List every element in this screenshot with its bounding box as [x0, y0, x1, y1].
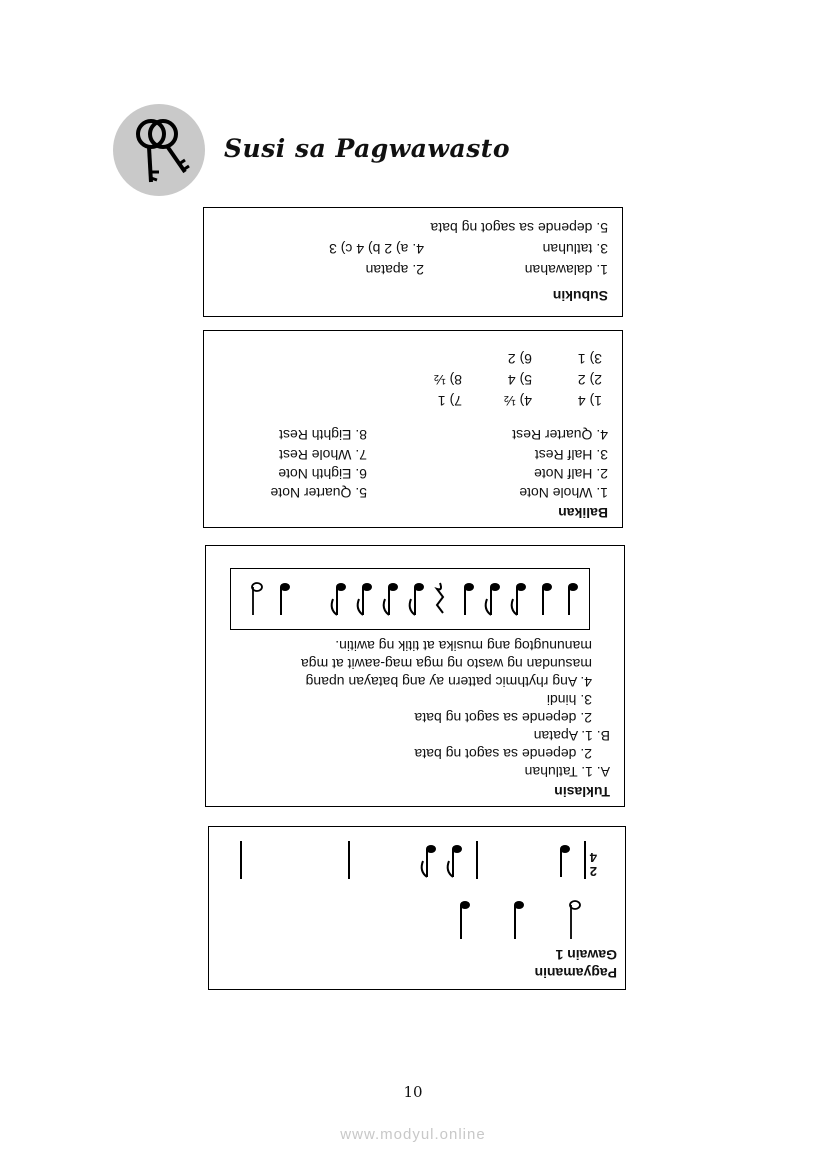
balikan-item: 7. Whole Rest: [279, 447, 367, 463]
subukin-line1-b: 2. apatan: [365, 262, 424, 278]
tuklasin-line: 4. Ang rhythmic pattern ay ang batayan upang: [305, 674, 592, 690]
page-title: Susi sa Pagwawasto: [224, 134, 511, 163]
time-signature-bottom: 4: [589, 850, 597, 865]
subukin-box: [203, 207, 623, 317]
balikan-answer: 3) 1: [577, 351, 602, 367]
balikan-item: 6. Eighth Note: [278, 466, 367, 482]
balikan-answer: 5) 4: [507, 372, 532, 388]
balikan-box: [203, 330, 623, 528]
half-note: [252, 583, 262, 615]
pagyamanin-heading: Pagyamanin: [534, 965, 617, 981]
gawain-notes-row1: [405, 889, 605, 949]
balikan-item: 8. Eighth Rest: [279, 427, 367, 443]
eighth-note: [332, 583, 346, 615]
eighth-note: [358, 583, 372, 615]
eighth-note: [512, 583, 526, 615]
balikan-item: 3. Half Rest: [534, 447, 608, 463]
eighth-note: [422, 845, 436, 877]
subukin-line2-b: 4. a) 2 b) 4 c) 3: [329, 241, 424, 257]
watermark: www.modyul.online: [340, 1126, 486, 1143]
eighth-note: [384, 583, 398, 615]
rhythm-pattern-frame: [230, 568, 590, 630]
quarter-rest: [437, 583, 443, 613]
tuklasin-line: A. 1. Tatluhan: [524, 764, 610, 780]
tuklasin-line: masundan ng wasto ng mga mag-aawit at mga: [300, 656, 592, 672]
balikan-answer: 8) ½: [433, 372, 462, 388]
gawain-measure-row: [217, 835, 617, 885]
keys-icon: [113, 104, 205, 196]
subukin-line3: 5. depende sa sagot ng bata: [430, 220, 608, 236]
tuklasin-line: B. 1. Apatan: [533, 728, 610, 744]
eighth-note: [448, 845, 462, 877]
rhythm-pattern-notes: [231, 569, 589, 629]
quarter-note: [568, 583, 578, 615]
keys-logo: [113, 104, 205, 196]
time-signature-top: 2: [589, 864, 597, 879]
tuklasin-heading: Tuklasin: [554, 784, 610, 800]
balikan-answer: 7) 1: [437, 393, 462, 409]
balikan-heading: Balikan: [558, 505, 608, 521]
quarter-note: [560, 845, 570, 877]
eighth-note: [486, 583, 500, 615]
page-number: 10: [403, 1083, 423, 1101]
eighth-note: [410, 583, 424, 615]
quarter-note: [280, 583, 290, 615]
quarter-note: [464, 583, 474, 615]
pagyamanin-box: [208, 826, 626, 990]
tuklasin-box: [205, 545, 625, 807]
quarter-note: [514, 901, 524, 939]
balikan-answer: 4) ½: [503, 393, 532, 409]
balikan-answer: 2) 2: [577, 372, 602, 388]
quarter-note: [460, 901, 470, 939]
balikan-answer: 6) 2: [507, 351, 532, 367]
balikan-answer: 1) 4: [577, 393, 602, 409]
subukin-line2-a: 3. tatluhan: [542, 241, 608, 257]
balikan-item: 1. Whole Note: [519, 485, 608, 501]
quarter-note: [542, 583, 552, 615]
tuklasin-line: 2. depende sa sagot ng bata: [414, 710, 592, 726]
subukin-line1-a: 1. dalawahan: [524, 262, 608, 278]
balikan-item: 5. Quarter Note: [270, 485, 367, 501]
tuklasin-line: manunugtog ang musika at titik ng awitin.: [335, 638, 592, 654]
tuklasin-line: 2. depende sa sagot ng bata: [414, 746, 592, 762]
balikan-item: 2. Half Note: [534, 466, 608, 482]
subukin-heading: Subukin: [552, 288, 608, 304]
half-note: [570, 901, 580, 939]
pagyamanin-subheading: Gawain 1: [555, 947, 617, 963]
balikan-item: 4. Quarter Rest: [512, 427, 608, 443]
tuklasin-line: 3. hindi: [546, 692, 592, 708]
